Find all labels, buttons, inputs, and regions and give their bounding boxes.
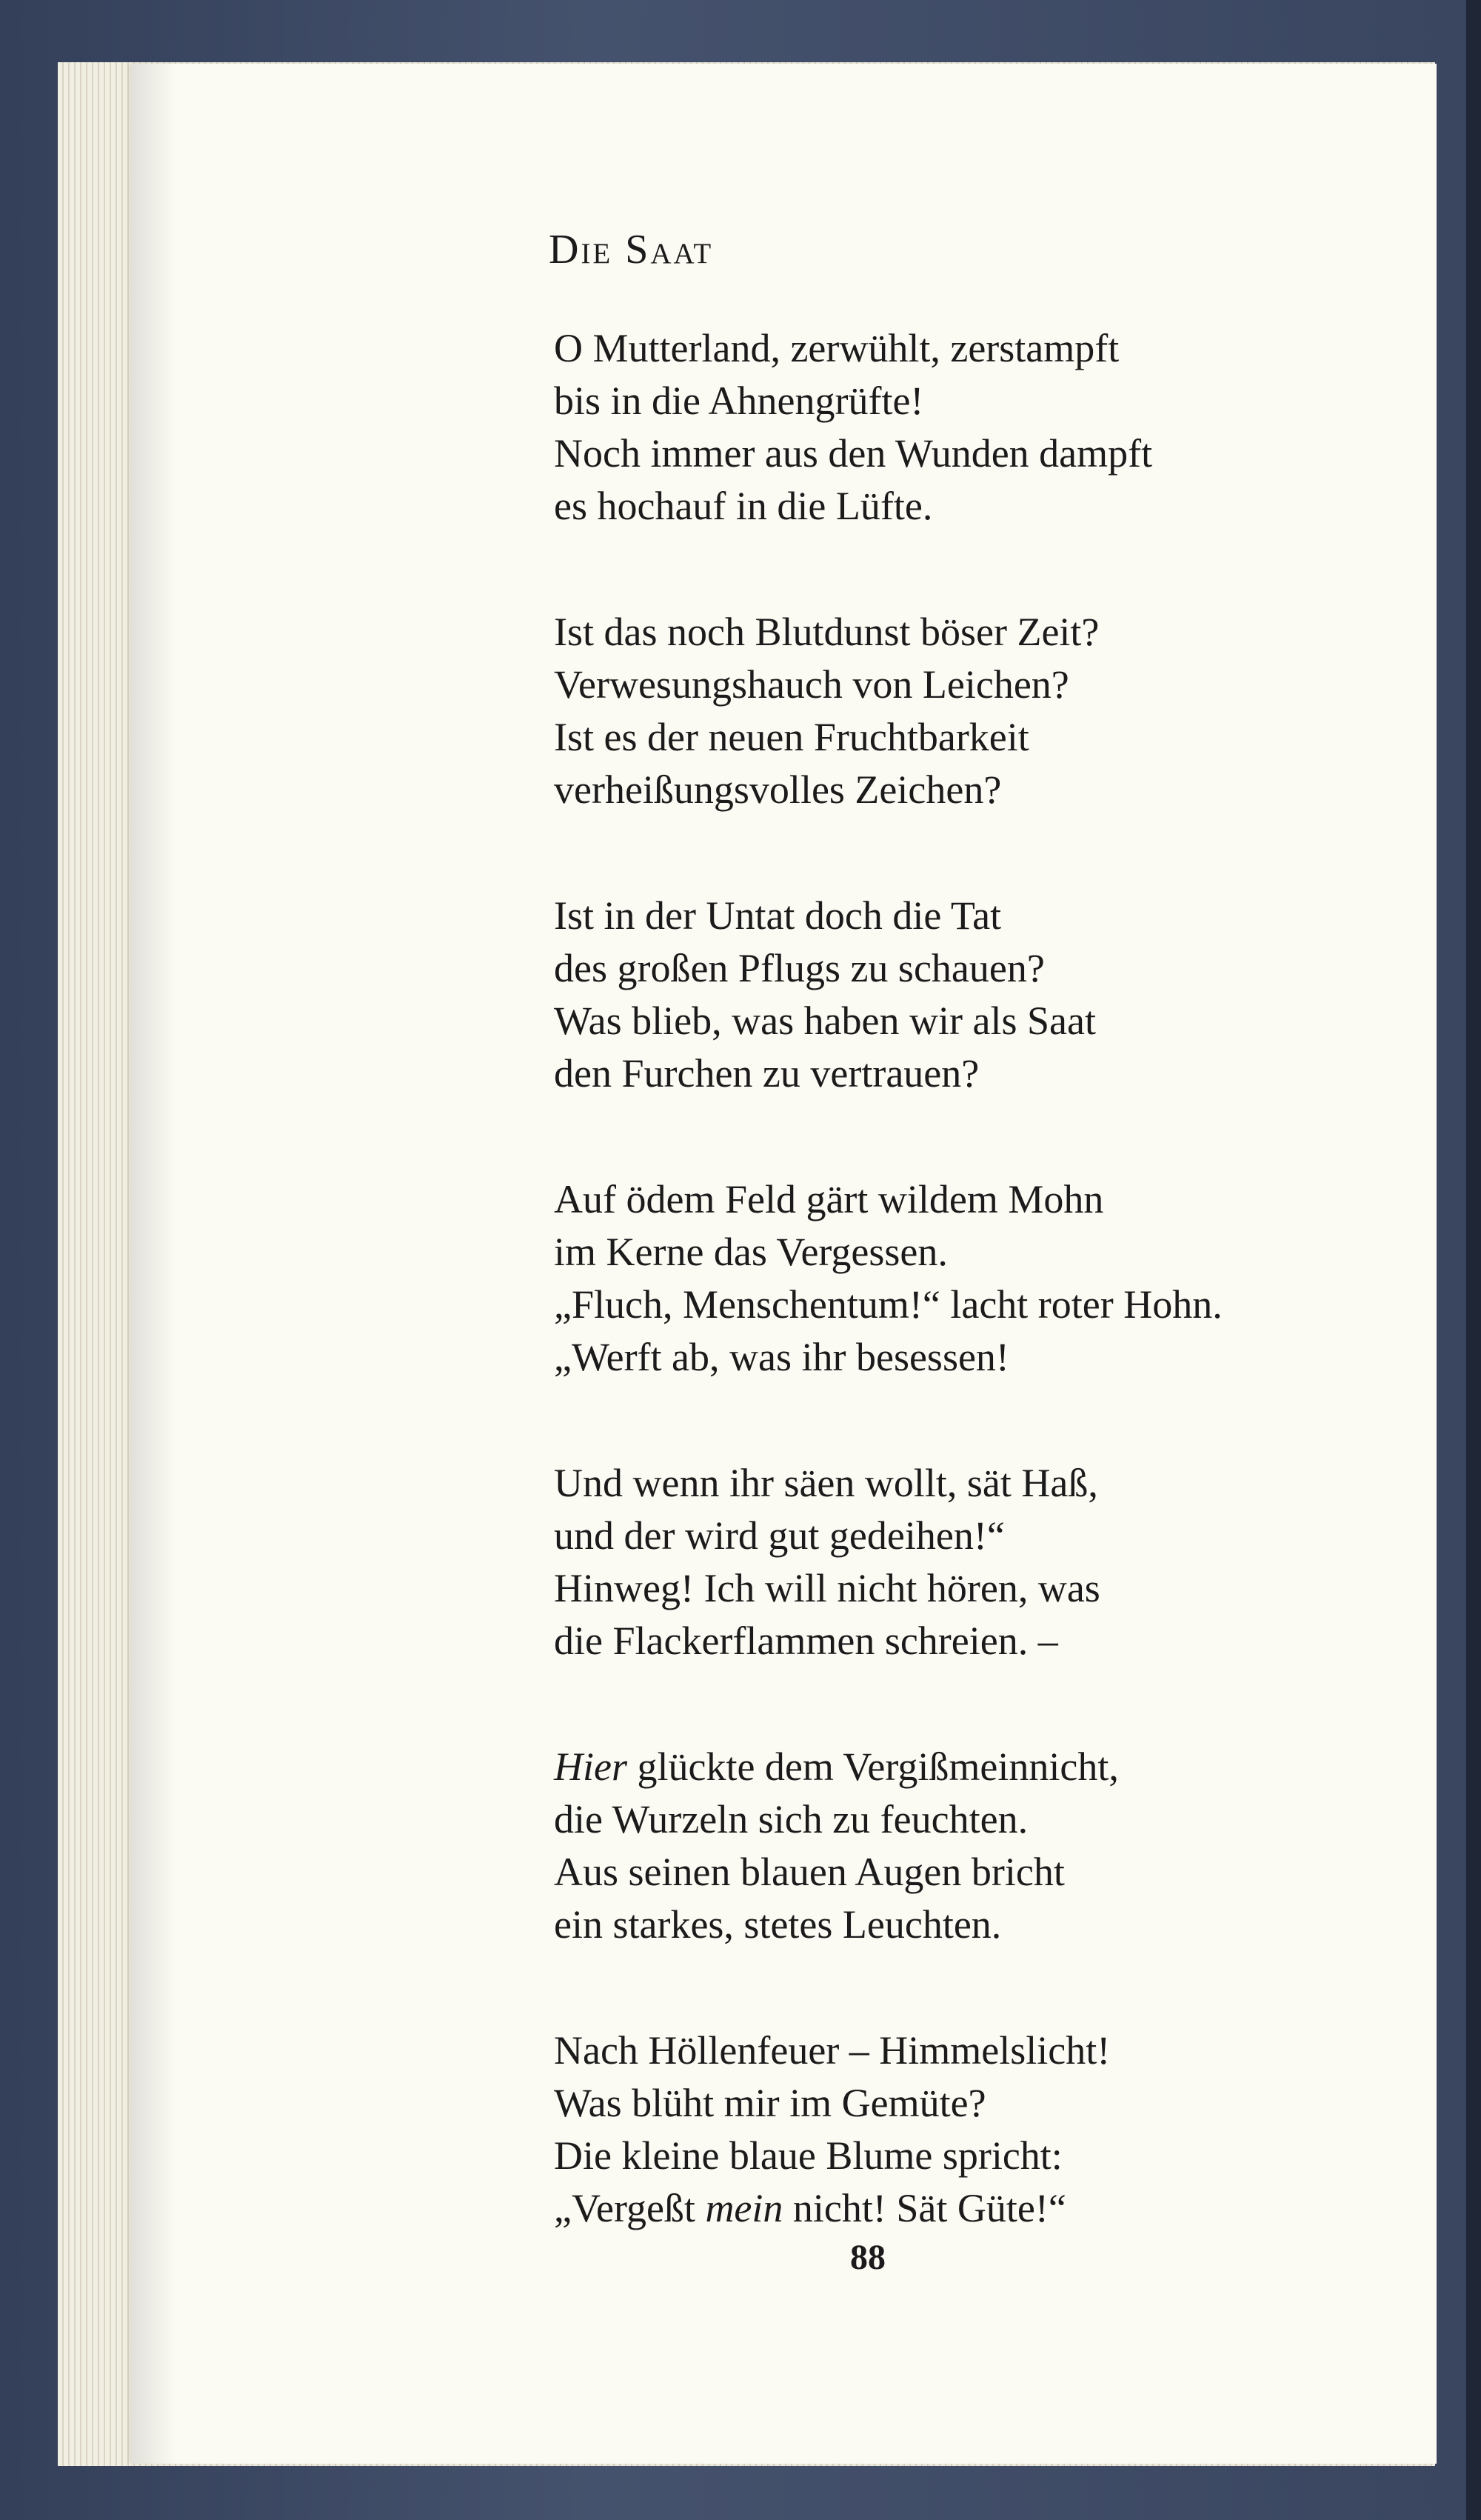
poem-line: es hochauf in die Lüfte. [554,484,933,528]
poem-line: Nach Höllenfeuer – Himmelslicht! [554,2028,1111,2073]
book-spine-edge [1466,0,1481,2520]
poem-line: und der wird gut gedeihen!“ [554,1513,1005,1558]
poem-line: Verwesungshauch von Leichen? [554,662,1069,707]
poem-line: Was blüht mir im Gemüte? [554,2081,986,2125]
italic-emphasis: Hier [554,1744,627,1789]
poem-line: O Mutterland, zerwühlt, zerstampft [554,326,1120,370]
poem-line: bis in die Ahnengrüfte! [554,379,924,423]
poem-line: die Flackerflammen schreien. – [554,1619,1058,1663]
poem-line: Noch immer aus den Wunden dampft [554,431,1153,476]
poem-line: Auf ödem Feld gärt wildem Mohn [554,1177,1104,1221]
poem-line-end: nicht! Sät Güte!“ [783,2186,1066,2230]
poem-line: den Furchen zu vertrauen? [554,1051,980,1096]
gutter-shadow [132,64,176,2464]
stanza-3 [554,890,1405,1100]
poem-line: die Wurzeln sich zu feuchten. [554,1797,1029,1841]
poem-line: Was blieb, was haben wir als Saat [554,999,1096,1043]
stanza-1 [554,322,1405,533]
poem-line: im Kerne das Vergessen. [554,1230,948,1274]
stanza-5 [554,1457,1405,1667]
poem-line: „Werft ab, was ihr besessen! [554,1335,1009,1379]
poem-line: Ist in der Untat doch die Tat [554,893,1002,938]
poem-line: Die kleine blaue Blume spricht: [554,2133,1063,2178]
poem-line [554,2182,1405,2235]
poem-line: ein starkes, stetes Leuchten. [554,1902,1002,1947]
italic-emphasis: mein [705,2186,783,2230]
stanza-6 [554,1741,1405,1951]
stanza-2 [554,606,1405,816]
poem-body [554,322,1405,2308]
poem-line: „Fluch, Menschentum!“ lacht roter Hohn. [554,1282,1223,1327]
poem-line-start: „Vergeßt [554,2186,706,2230]
poem-line: Hinweg! Ich will nicht hören, was [554,1566,1100,1610]
poem-line: Aus seinen blauen Augen bricht [554,1850,1065,1894]
page-number: 88 [850,2238,886,2277]
stanza-7 [554,2024,1405,2235]
poem-line: Ist es der neuen Fruchtbarkeit [554,715,1029,759]
poem-line [554,1741,1405,1793]
poem-title: Die Saat [549,227,714,273]
stanza-4 [554,1173,1405,1384]
poem-line: Ist das noch Blutdunst böser Zeit? [554,610,1100,654]
poem-line: Und wenn ihr säen wollt, sät Haß, [554,1461,1098,1505]
poem-line: des großen Pflugs zu schauen? [554,946,1045,990]
poem-line-rest: glückte dem Vergißmeinnicht, [637,1744,1119,1789]
poem-line: verheißungsvolles Zeichen? [554,767,1002,812]
